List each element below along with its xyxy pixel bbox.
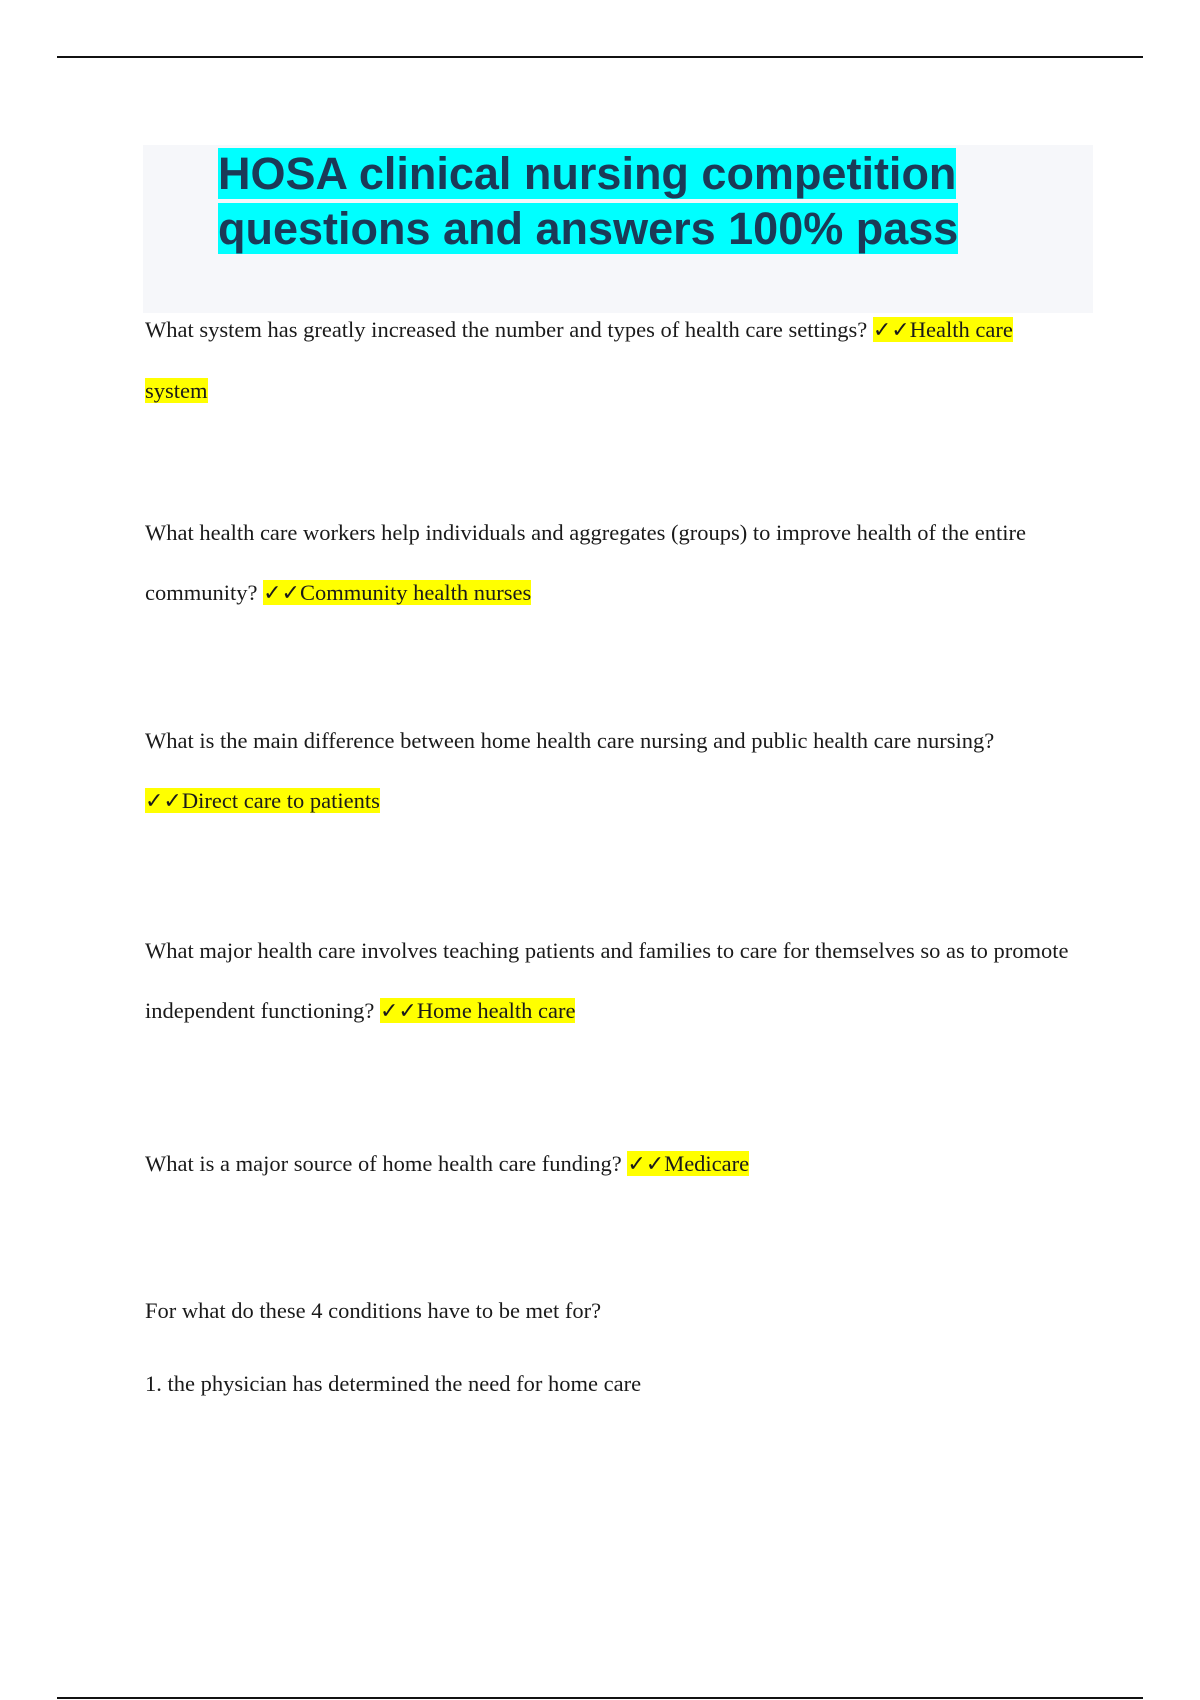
qa-item: [145, 300, 1080, 421]
question-text: What is the main difference between home health care nursing and public health care nursing?: [145, 728, 995, 753]
double-check-icon: ✓✓: [872, 318, 910, 343]
conditions-question: For what do these 4 conditions have to be met for?: [145, 1298, 602, 1323]
document-title: HOSA clinical nursing competition questions and answers 100% pass: [218, 148, 959, 254]
qa-item: [145, 921, 1080, 1042]
answer-text: Medicare: [664, 1151, 750, 1176]
qa-item: [145, 711, 1080, 832]
answer-highlight: [627, 1151, 749, 1176]
question-text: What major health care involves teaching patients and families to care for themselves so as to promote independent functioning?: [145, 938, 1069, 1023]
answer-highlight: [380, 998, 576, 1023]
answer-highlight: [263, 580, 531, 605]
answer-text: Home health care: [416, 998, 576, 1023]
condition-item: 1. the physician has determined the need for home care: [145, 1371, 642, 1396]
top-rule: [57, 56, 1143, 58]
answer-text: Direct care to patients: [181, 788, 380, 813]
answer-highlight: [145, 788, 380, 813]
question-text: What system has greatly increased the number and types of health care settings?: [145, 317, 868, 342]
double-check-icon: ✓✓: [379, 999, 417, 1024]
qa-item: [145, 1134, 1080, 1195]
double-check-icon: ✓✓: [263, 581, 300, 606]
answer-text: Community health nurses: [299, 580, 532, 605]
question-text: What health care workers help individuals and aggregates (groups) to improve health of the entire community?: [145, 520, 1026, 605]
question-text: What is a major source of home health care funding?: [145, 1151, 622, 1176]
qa-item: [145, 503, 1080, 624]
double-check-icon: ✓✓: [145, 789, 182, 814]
answer-text: Health care system: [145, 317, 1013, 403]
bottom-rule: [57, 1697, 1143, 1699]
double-check-icon: ✓✓: [627, 1152, 665, 1177]
